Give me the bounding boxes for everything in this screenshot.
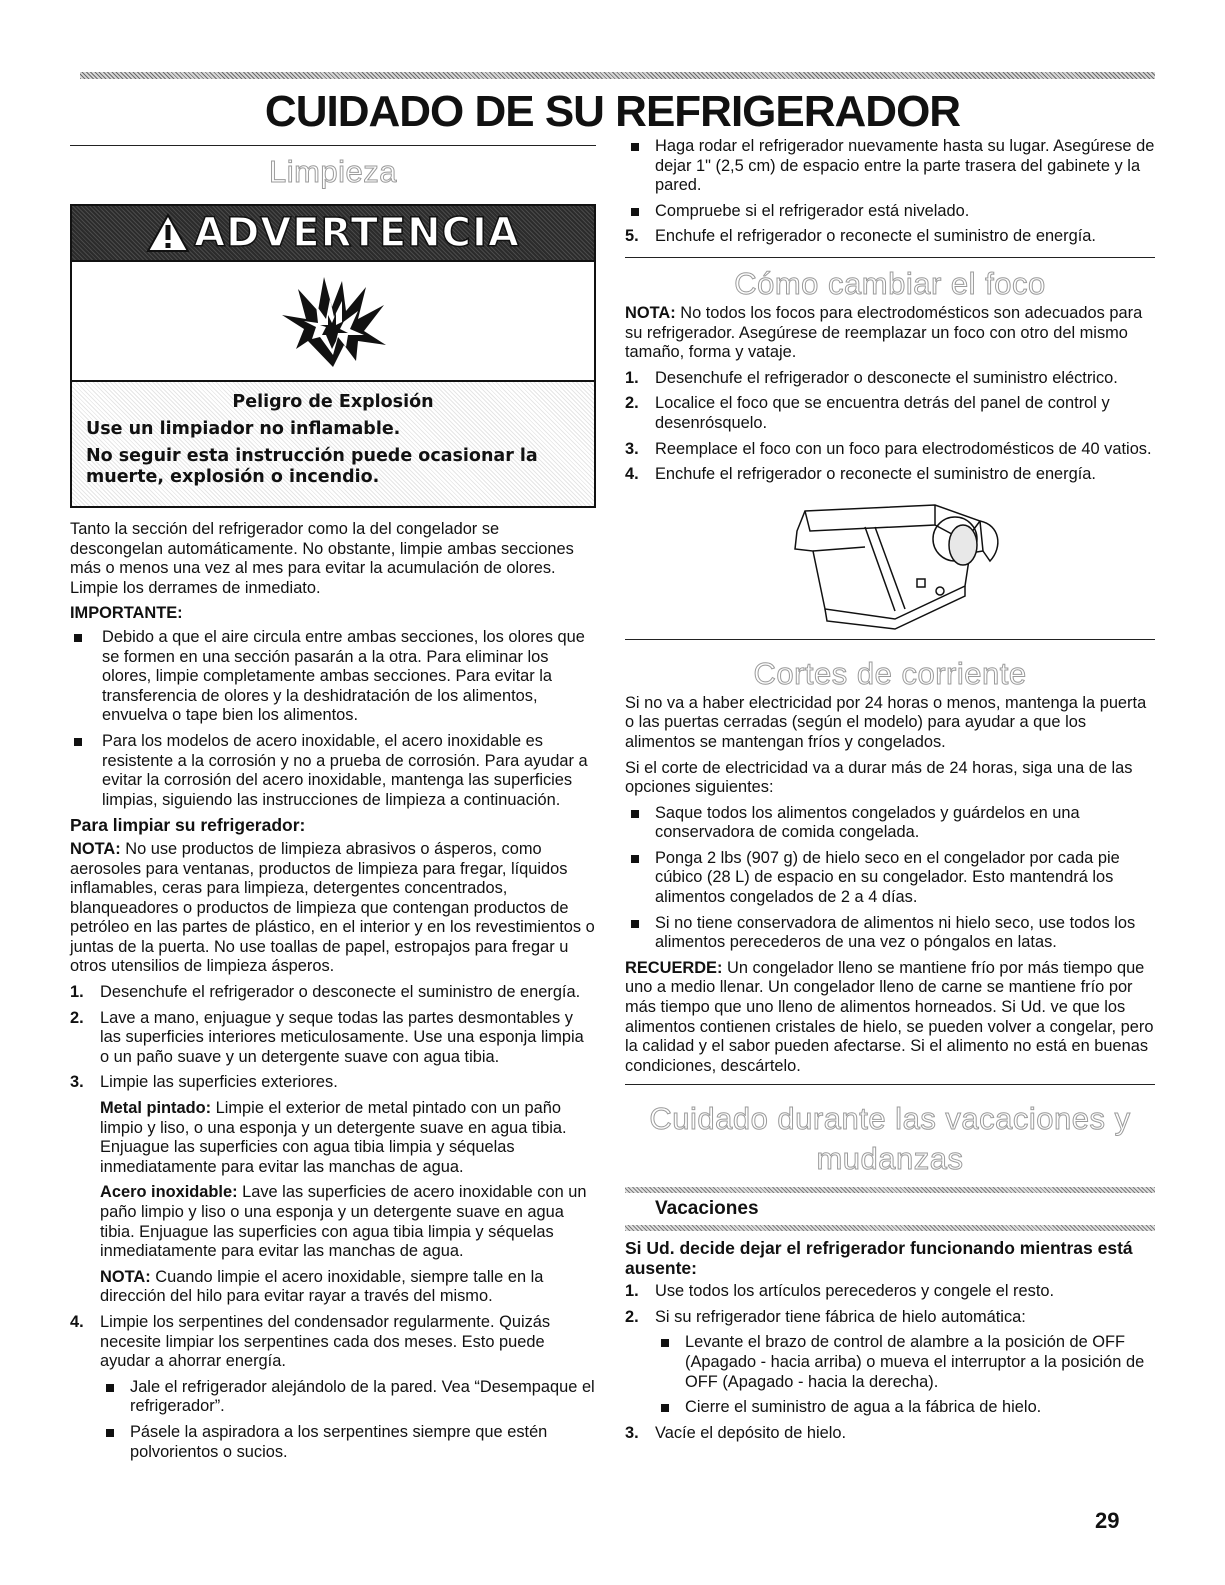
warning-icon-area xyxy=(72,262,594,382)
list-item: Si no tiene conservadora de alimentos ni hielo seco, use todos los alimentos perecederos de una vez o póngalos en latas. xyxy=(625,914,1155,953)
step-3 xyxy=(625,440,1155,460)
bulb-nota-paragraph xyxy=(625,304,1155,363)
step-1 xyxy=(625,1282,1155,1302)
nota2-label: NOTA: xyxy=(100,1267,151,1286)
metal-label: Metal pintado: xyxy=(100,1099,212,1118)
step-number: 1. xyxy=(70,983,84,1002)
step-4 xyxy=(625,465,1155,485)
page-title: CUIDADO DE SU REFRIGERADOR xyxy=(264,87,961,136)
list-item: Levante el brazo de control de alambre a la posición de OFF (Apagado - hacia arriba) o mueva el interruptor a la posición de OFF (Apagado - hacia la derecha). xyxy=(655,1333,1155,1392)
step-number: 2. xyxy=(70,1008,84,1027)
step-text: Enchufe el refrigerador o reconecte el suministro de energía. xyxy=(655,227,1096,246)
step-4 xyxy=(70,1313,596,1462)
step-text: Lave a mano, enjuague y seque todas las partes desmontables y las superficies interiores meticulosamente. Use una esponja limpia o un paño suave y un detergente suave con agua tibia. xyxy=(100,1008,584,1066)
vacation-subtitle: Vacaciones xyxy=(655,1198,759,1220)
left-column xyxy=(70,145,596,1468)
step-text: Desenchufe el refrigerador o desconecte el suministro eléctrico. xyxy=(655,368,1118,387)
step-number: 4. xyxy=(625,465,639,484)
step-2-sublist xyxy=(655,1333,1155,1417)
step-number: 3. xyxy=(70,1073,84,1092)
important-list xyxy=(70,628,596,810)
section-divider xyxy=(70,145,596,146)
continued-list xyxy=(625,137,1155,221)
bulb-steps xyxy=(625,369,1155,485)
clean-steps xyxy=(70,983,596,1462)
warning-line-2: No seguir esta instrucción puede ocasionar la muerte, explosión o incendio. xyxy=(86,446,538,487)
list-item: Cierre el suministro de agua a la fábrica de hielo. xyxy=(655,1398,1155,1418)
nota-text: No use productos de limpieza abrasivos o ásperos, como aerosoles para ventanas, productos de limpieza para fregar, líquidos inflamables, ceras para limpieza, detergentes concentrados, blanqueadores o productos de limpieza que contengan productos de petróleo en las partes de plástico, en el interior y en los revestimientos o juntas de la puerta. No use toallas de papel, estropajos para fregar u otros utensilios de limpieza ásperos. xyxy=(70,839,595,976)
warning-hazard: Peligro de Explosión xyxy=(232,392,434,412)
heading-vacation-2: mudanzas xyxy=(816,1141,964,1177)
step-number: 2. xyxy=(625,1307,639,1326)
heading-vacation-1: Cuidado durante las vacaciones y xyxy=(649,1101,1131,1137)
power-p1: Si no va a haber electricidad por 24 horas o menos, mantenga la puerta o las puertas cerradas (según el modelo) para ayudar a que los alimentos se mantengan fríos y congelados. xyxy=(625,693,1147,751)
page-number: 29 xyxy=(1095,1508,1120,1533)
step-text: Desenchufe el refrigerador o desconecte el suministro de energía. xyxy=(100,983,581,1002)
recuerde-paragraph xyxy=(625,959,1155,1077)
section-divider xyxy=(625,639,1155,640)
step-text: Limpie las superficies exteriores. xyxy=(100,1073,338,1092)
step-2 xyxy=(625,1308,1155,1418)
heading-bulb: Cómo cambiar el foco xyxy=(734,265,1046,301)
list-item: Compruebe si el refrigerador está nivelado. xyxy=(625,202,1155,222)
step-1 xyxy=(625,369,1155,389)
vacation-steps xyxy=(625,1282,1155,1443)
light-bulb-housing-icon xyxy=(765,491,1015,631)
list-item: Pásele la aspiradora a los serpentines siempre que estén polvorientos o sucios. xyxy=(100,1423,596,1462)
recuerde-label: RECUERDE: xyxy=(625,958,723,977)
intro-paragraph: Tanto la sección del refrigerador como la del congelador se descongelan automáticamente. No obstante, limpie ambas secciones más o menos una vez al mes para evitar la acumulación de olores. Limpie los derrames de inmediato. xyxy=(70,520,574,597)
step-text: Limpie los serpentines del condensador regularmente. Quizás necesite limpiar los serpentines cada dos meses. Esto puede ayudar a ahorrar energía. xyxy=(100,1312,551,1371)
nota-paragraph xyxy=(70,840,596,977)
heading-limpieza: Limpieza xyxy=(268,154,398,189)
step-text: Use todos los artículos perecederos y congele el resto. xyxy=(655,1282,1055,1301)
warning-text-area xyxy=(72,382,594,506)
step-number: 4. xyxy=(70,1312,84,1331)
warning-box xyxy=(70,204,596,508)
metal-paragraph xyxy=(100,1099,596,1177)
step-number: 5. xyxy=(625,227,639,246)
step-5 xyxy=(625,227,1155,247)
nota-label: NOTA: xyxy=(70,839,121,858)
step-2 xyxy=(70,1009,596,1068)
step-text: Vacíe el depósito de hielo. xyxy=(655,1423,847,1442)
recuerde-text: Un congelador lleno se mantiene frío por más tiempo que uno a medio llenar. Un congelador lleno de carne se mantiene frío por más tiempo que uno lleno de alimentos horneados. Si Ud. ve que los alimentos contienen cristales de hielo, se pueden volver a congelar, pero la calidad y el sabor pueden afectarse. Si el alimento no está en buenas condiciones, descártelo. xyxy=(625,958,1154,1075)
step-number: 1. xyxy=(625,368,639,387)
nota-text: No todos los focos para electrodomésticos son adecuados para su refrigerador. Asegúrese de reemplazar un foco con otro del mismo tamaño, forma y vataje. xyxy=(625,303,1143,362)
heading-power: Cortes de corriente xyxy=(753,655,1027,691)
nota2-paragraph xyxy=(100,1268,596,1307)
list-item: Haga rodar el refrigerador nuevamente hasta su lugar. Asegúrese de dejar 1" (2,5 cm) de espacio entre la parte trasera del gabinete y la pared. xyxy=(625,137,1155,196)
step-number: 2. xyxy=(625,394,639,413)
acero-text: Lave las superficies de acero inoxidable con un paño limpio y liso o una esponja y un detergente suave en agua tibia. Enjuague las superficies con agua tibia limpia y séquelas inmediatamente para evitar las manchas de agua. xyxy=(100,1183,587,1261)
acero-label: Acero inoxidable: xyxy=(100,1183,238,1202)
warning-line-1: Use un limpiador no inflamable. xyxy=(86,419,401,439)
clean-heading: Para limpiar su refrigerador: xyxy=(70,815,306,836)
step-4-sublist xyxy=(100,1378,596,1462)
list-item: Jale el refrigerador alejándolo de la pared. Vea “Desempaque el refrigerador”. xyxy=(100,1378,596,1417)
warning-banner xyxy=(72,206,594,262)
step-2 xyxy=(625,394,1155,433)
step-number: 3. xyxy=(625,1423,639,1442)
section-divider xyxy=(625,1084,1155,1085)
top-hatch-bar xyxy=(80,72,1155,79)
explosion-icon xyxy=(268,271,398,371)
warning-banner-text: ADVERTENCIA xyxy=(194,210,520,256)
step-number: 3. xyxy=(625,439,639,458)
step-text: Reemplace el foco con un foco para electrodomésticos de 40 vatios. xyxy=(655,439,1152,458)
list-item: Para los modelos de acero inoxidable, el acero inoxidable es resistente a la corrosión y no a prueba de corrosión. Para ayudar a evitar la corrosión del acero inoxidable, mantenga las superficies limpias, siguiendo las instrucciones de limpieza a continuación. xyxy=(70,732,596,810)
warning-triangle-icon xyxy=(146,213,190,253)
metal-text: Limpie el exterior de metal pintado con un paño limpio y liso, o una esponja y un detergente suave en agua tibia. Enjuague las superficies con agua tibia limpia y séquelas inmediatamente para evitar las manchas de agua. xyxy=(100,1099,567,1176)
list-item: Debido a que el aire circula entre ambas secciones, los olores que se formen en una sección pasarán a la otra. Para eliminar los olores, limpie completamente ambas secciones. Para evitar la transferencia de olores y la deshidratación de los alimentos, envuelva o tape bien los alimentos. xyxy=(70,628,596,726)
nota2-text: Cuando limpie el acero inoxidable, siempre talle en la dirección del hilo para evitar rayar a través del mismo. xyxy=(100,1267,544,1306)
step-1 xyxy=(70,983,596,1003)
continued-steps xyxy=(625,227,1155,247)
section-divider xyxy=(625,257,1155,258)
step-number: 1. xyxy=(625,1282,639,1301)
list-item: Ponga 2 lbs (907 g) de hielo seco en el congelador por cada pie cúbico (28 L) de espacio en su congelador. Esto mantendrá los alimentos congelados de 2 a 4 días. xyxy=(625,849,1155,908)
power-p2: Si el corte de electricidad va a durar más de 24 horas, siga una de las opciones siguientes: xyxy=(625,758,1133,797)
vacation-question: Si Ud. decide dejar el refrigerador funcionando mientras está ausente: xyxy=(625,1238,1133,1278)
step-3 xyxy=(625,1424,1155,1444)
acero-paragraph xyxy=(100,1183,596,1261)
list-item: Saque todos los alimentos congelados y guárdelos en una conservadora de comida congelada. xyxy=(625,804,1155,843)
right-column xyxy=(625,137,1155,1449)
step-text: Localice el foco que se encuentra detrás del panel de control y desenrósquelo. xyxy=(655,394,1110,432)
step-3 xyxy=(70,1073,596,1307)
important-label: IMPORTANTE: xyxy=(70,604,183,623)
step-text: Si su refrigerador tiene fábrica de hielo automática: xyxy=(655,1307,1026,1326)
power-list xyxy=(625,804,1155,953)
hatch-divider xyxy=(625,1225,1155,1231)
nota-label: NOTA: xyxy=(625,303,676,322)
step-text: Enchufe el refrigerador o reconecte el suministro de energía. xyxy=(655,465,1096,484)
bulb-illustration xyxy=(625,491,1155,631)
